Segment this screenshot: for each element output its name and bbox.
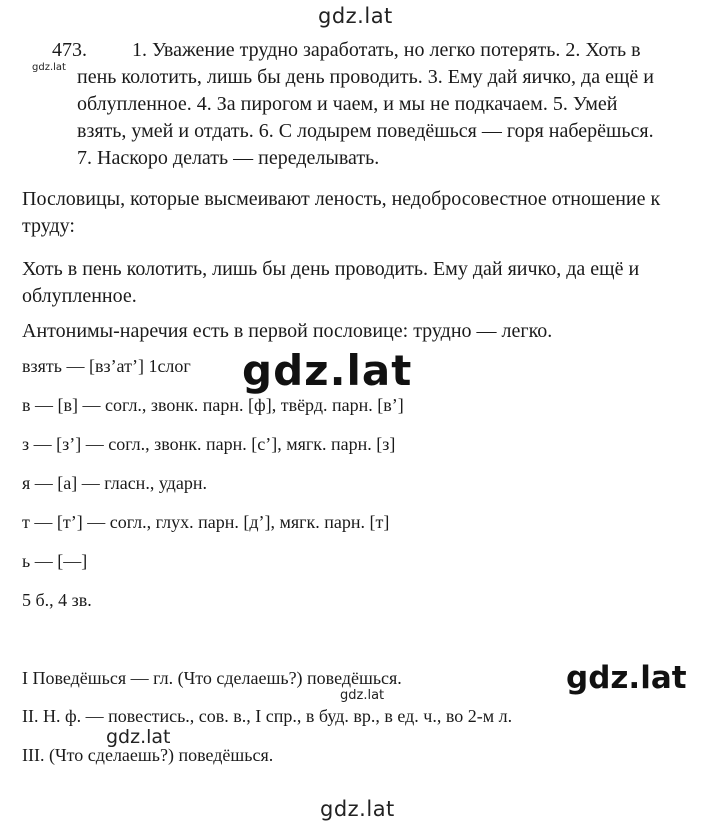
phonetic-letter-t: т — [т’] — согл., глух. парн. [д’], мягк. парн. [т] bbox=[22, 512, 390, 532]
morph-line-2: II. Н. ф. — повестись., сов. в., I спр., в буд. вр., в ед. ч., во 2-м л. bbox=[22, 706, 513, 726]
antonyms-text: Антонимы-наречия есть в первой пословице: трудно — легко. bbox=[22, 320, 553, 342]
phonetic-letter-v: в — [в] — согл., звонк. парн. [ф], твёрд. парн. [в’] bbox=[22, 395, 404, 415]
phonetic-letter-soft-sign: ь — [—] bbox=[22, 551, 88, 571]
exercise-line-1: 1. Уважение трудно заработать, но легко потерять. 2. Хоть в bbox=[132, 39, 641, 61]
phonetic-letter-ya: я — [а] — гласн., ударн. bbox=[22, 473, 207, 493]
morph-line-1: I Поведёшься — гл. (Что сделаешь?) поведёшься. bbox=[22, 668, 402, 688]
exercise-number: 473. bbox=[52, 39, 87, 61]
exercise-line-5: 7. Наскоро делать — переделывать. bbox=[77, 147, 380, 169]
exercise-line-2: пень колотить, лишь бы день проводить. 3. Ему дай яичко, да ещё и bbox=[77, 66, 654, 88]
phonetic-summary: 5 б., 4 зв. bbox=[22, 590, 92, 610]
watermark-top: gdz.lat bbox=[318, 4, 393, 28]
exercise-line-3: облупленное. 4. За пирогом и чаем, и мы не подкачаем. 5. Умей bbox=[77, 93, 618, 115]
watermark-big: gdz.lat bbox=[242, 346, 413, 395]
proverbs-line-2: облупленное. bbox=[22, 285, 137, 307]
phonetic-letter-z: з — [з’] — согл., звонк. парн. [с’], мягк. парн. [з] bbox=[22, 434, 396, 454]
watermark-small: gdz.lat bbox=[32, 62, 66, 73]
morph-line-3: III. (Что сделаешь?) поведёшься. bbox=[22, 745, 274, 765]
watermark-mid: gdz.lat bbox=[340, 688, 385, 703]
proverbs-intro-line-1: Пословицы, которые высмеивают леность, недобросовестное отношение к bbox=[22, 188, 661, 210]
watermark-left: gdz.lat bbox=[106, 726, 171, 748]
phonetic-word: взять — [вз’ат’] 1слог bbox=[22, 356, 191, 376]
proverbs-line-1: Хоть в пень колотить, лишь бы день проводить. Ему дай яичко, да ещё и bbox=[22, 258, 640, 280]
watermark-right: gdz.lat bbox=[566, 660, 687, 696]
exercise-line-4: взять, умей и отдать. 6. С лодырем поведёшься — горя наберёшься. bbox=[77, 120, 654, 142]
proverbs-intro-line-2: труду: bbox=[22, 215, 75, 237]
watermark-bottom: gdz.lat bbox=[320, 797, 395, 821]
